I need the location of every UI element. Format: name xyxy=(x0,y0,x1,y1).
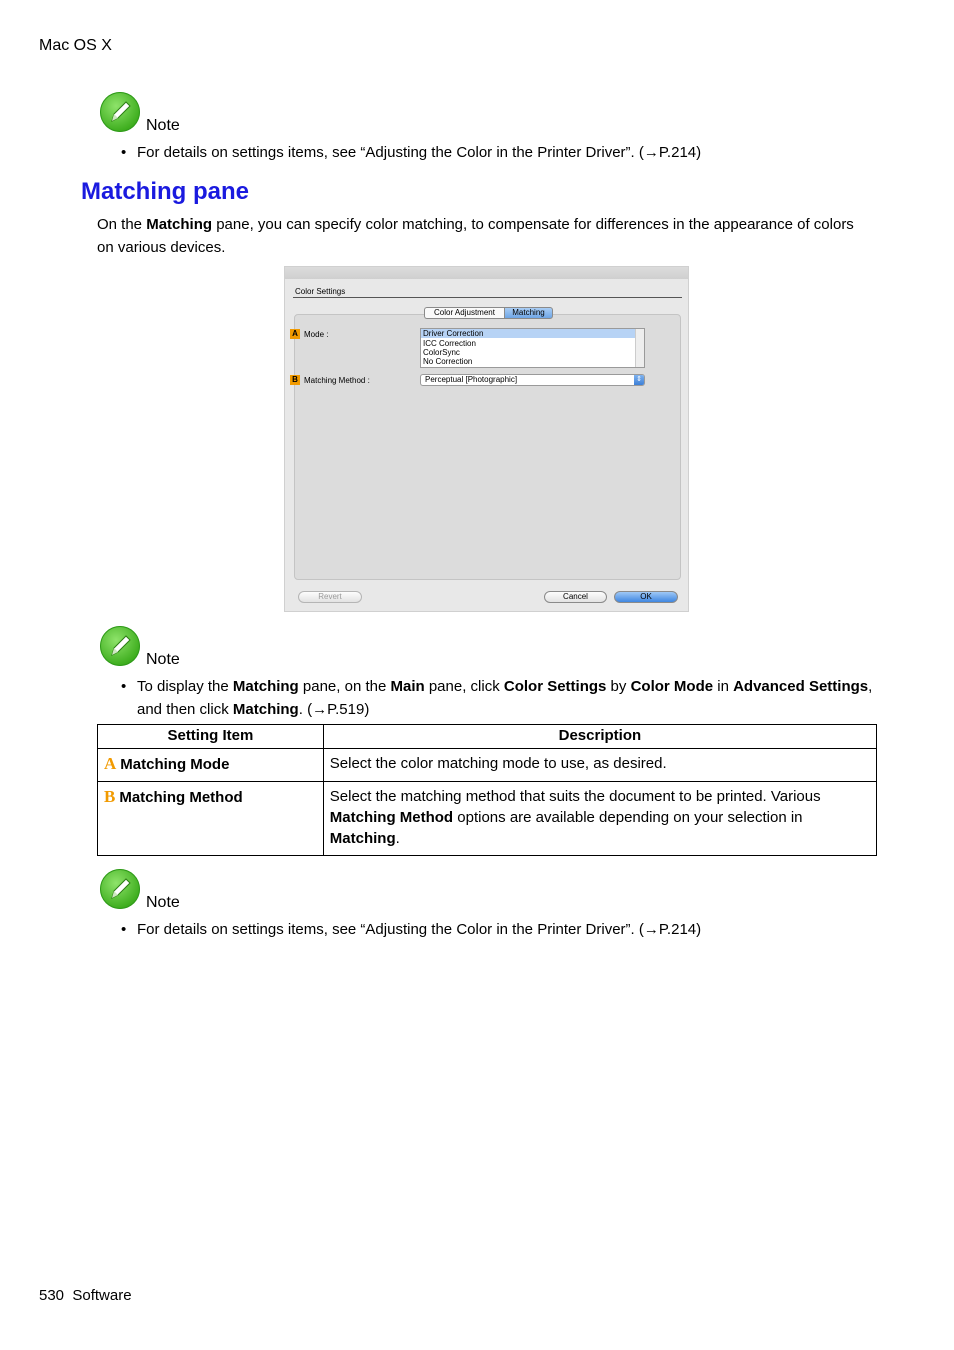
column-header: Setting Item xyxy=(98,725,324,749)
pencil-note-icon xyxy=(100,869,140,909)
matching-method-select[interactable] xyxy=(420,374,645,386)
page-header: Mac OS X xyxy=(39,37,112,54)
tab-color-adjustment[interactable]: Color Adjustment xyxy=(424,307,504,319)
badge-b: B xyxy=(290,375,300,385)
footer-section: Software xyxy=(72,1287,132,1304)
list-item[interactable]: No Correction xyxy=(423,357,473,366)
column-header: Description xyxy=(323,725,876,749)
table-row xyxy=(98,782,877,856)
pencil-note-icon xyxy=(100,92,140,132)
divider xyxy=(293,297,682,298)
settings-table xyxy=(97,724,877,856)
page-number: 530 xyxy=(39,1287,65,1304)
color-settings-dialog xyxy=(284,266,689,612)
tab-matching[interactable]: Matching xyxy=(504,307,553,319)
description-cell: Select the matching method that suits the document to be printed. Various Matching Method options are available depending on your selection in Matching. xyxy=(323,782,876,856)
setting-item-cell xyxy=(98,749,324,782)
matching-method-label: Matching Method : xyxy=(304,376,370,385)
setting-item-name: Matching Mode xyxy=(120,756,230,773)
list-item[interactable]: ColorSync xyxy=(423,348,460,357)
list-item[interactable]: ICC Correction xyxy=(423,339,476,348)
dialog-heading: Color Settings xyxy=(295,287,346,296)
cancel-button[interactable]: Cancel xyxy=(544,591,607,603)
badge-a: A xyxy=(290,329,300,339)
dialog-titlebar xyxy=(285,267,689,279)
table-row xyxy=(98,749,877,782)
mode-label: Mode : xyxy=(304,330,329,339)
ok-button[interactable]: OK xyxy=(614,591,678,603)
revert-button[interactable]: Revert xyxy=(298,591,362,603)
setting-item-cell xyxy=(98,782,324,856)
intro-paragraph: On the Matching pane, you can specify color matching, to compensate for differences in the appearance of colors on various devices. xyxy=(97,216,854,256)
item-letter: B xyxy=(104,787,116,806)
note-label: Note xyxy=(146,894,180,911)
list-scrollbar[interactable] xyxy=(635,329,644,367)
item-letter: A xyxy=(104,754,117,773)
note-label: Note xyxy=(146,117,180,134)
pencil-note-icon xyxy=(100,626,140,666)
table-header-row xyxy=(98,725,877,749)
section-title: Matching pane xyxy=(81,178,250,205)
select-value: Perceptual [Photographic] xyxy=(425,375,518,384)
mode-listbox[interactable] xyxy=(420,328,645,368)
list-item[interactable]: Driver Correction xyxy=(421,329,636,338)
chevron-updown-icon: ⇕ xyxy=(634,375,644,385)
description-cell: Select the color matching mode to use, as desired. xyxy=(323,749,876,782)
page-footer xyxy=(39,1287,132,1304)
note-label: Note xyxy=(146,651,180,668)
setting-item-name: Matching Method xyxy=(119,789,243,806)
